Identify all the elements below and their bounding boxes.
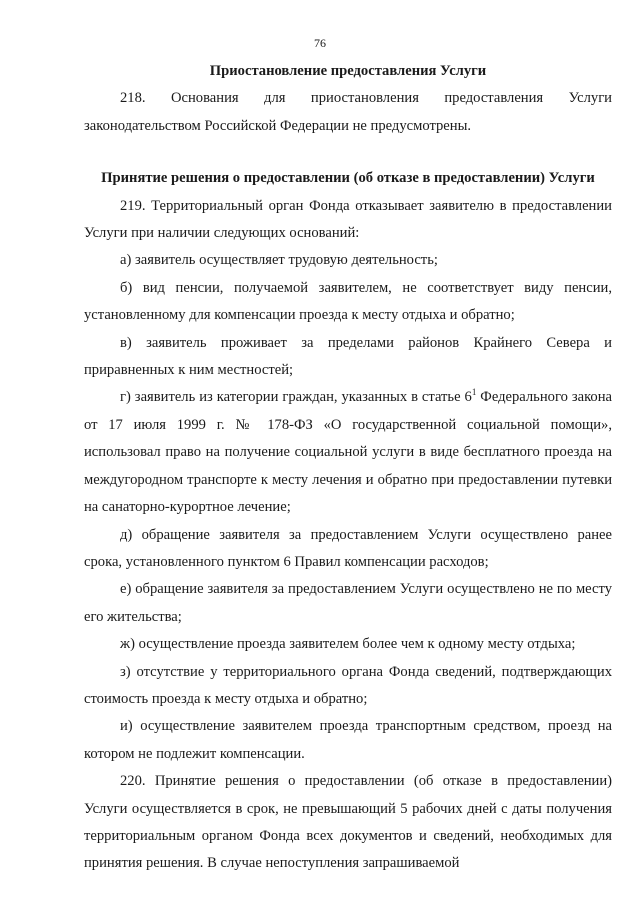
article-superscript: 1: [471, 387, 477, 398]
heading-suspension: Приостановление предоставления Услуги: [209, 63, 487, 79]
page-number: 76: [314, 36, 326, 50]
paragraph-219: 219. Территориальный орган Фонда отказывает заявителю в предоставлении Услуги при наличии следующих оснований:: [84, 197, 612, 242]
list-item-a: а) заявитель осуществляет трудовую деятельность;: [120, 252, 438, 269]
list-item-z: з) отсутствие у территориального органа Фонда сведений, подтверждающих стоимость проезда к месту отдыха и обратно;: [84, 663, 612, 707]
list-item-v: в) заявитель проживает за пределами районов Крайнего Севера и приравненных к ним местностей;: [84, 334, 612, 379]
document-body: [84, 58, 612, 878]
heading-decision: Принятие решения о предоставлении (об отказе в предоставлении) Услуги: [101, 170, 595, 187]
list-item-zh: ж) осуществление проезда заявителем более чем к одному месту отдыха;: [120, 636, 576, 653]
list-item-e: е) обращение заявителя за предоставлением Услуги осуществлено не по месту его жительства;: [84, 581, 612, 625]
list-item-i: и) осуществление заявителем проезда транспортным средством, проезд на котором не подлежит компенсации.: [84, 718, 612, 762]
list-item-b: б) вид пенсии, получаемой заявителем, не соответствует виду пенсии, установленному для компенсации проезда к месту отдыха и обратно;: [84, 279, 612, 324]
list-item-d: д) обращение заявителя за предоставлением Услуги осуществлено ранее срока, установленного пунктом 6 Правил компенсации расходов;: [84, 526, 612, 570]
list-item-g-before: г) заявитель из категории граждан, указанных в статье 6: [120, 389, 472, 406]
paragraph-220: 220. Принятие решения о предоставлении (об отказе в предоставлении) Услуги осуществляется в срок, не превышающий 5 рабочих дней с даты получения территориальным органом Фонда всех документов и сведений, необходимых для принятия решения. В случае непоступления запрашиваемой: [84, 773, 612, 872]
list-item-g-after: Федерального закона от 17 июля 1999 г. № 178-ФЗ «О государственной социальной помощи», использовал право на получение социальной услуги в виде бесплатного проезда на междугородном транспорте к месту лечения и обратно при предоставлении путевки на санаторно-курортное лечение;: [84, 389, 612, 516]
list-item-g: [84, 384, 612, 521]
paragraph-218: 218. Основания для приостановления предоставления Услуги законодательством Российской Федерации не предусмотрены.: [84, 90, 612, 134]
